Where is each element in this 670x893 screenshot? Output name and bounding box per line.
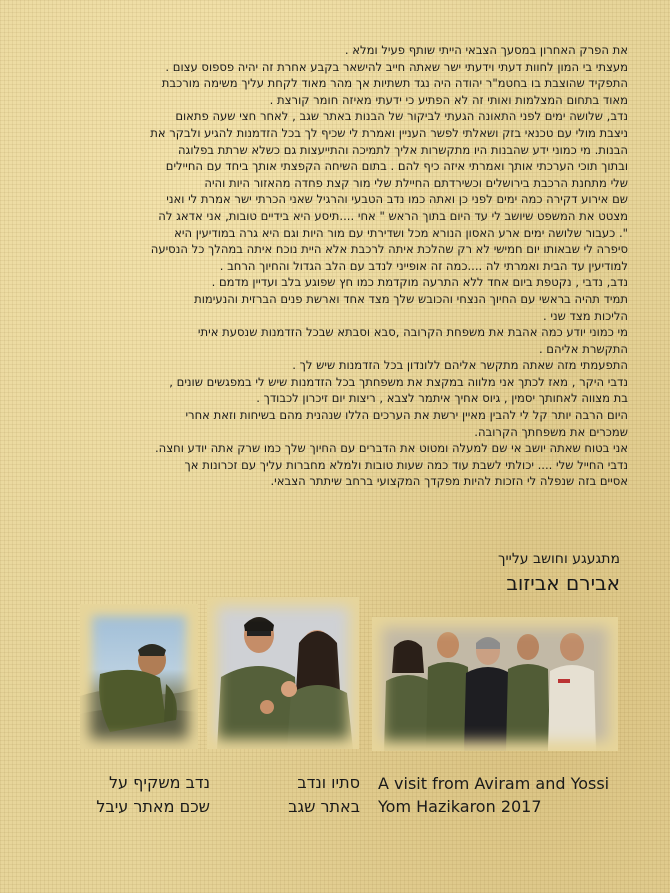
letter-line: אני בטוח שאתה יושב אי שם למעלה ומטוט את הדברים עם החיוך שלך כמו שרק אתה יודע וחצה. <box>155 441 628 456</box>
letter-line: נדב, שלושה ימים לפני התאונה הגעתי לביקור של הבנות באתר שגב , לאחר חצי שעה פתאום <box>175 109 628 124</box>
letter-line: בת מצווה לאחותך יסמין , גיוס אחיך איתמר לצבא , ריצות יום זיכרון לכבודך . <box>256 391 628 406</box>
letter-line: התפעמתי מזה שאתה מתקשר אליהם ללונדון בכל הזדמנות שיש לך . <box>292 358 628 373</box>
caption-left <box>70 772 210 818</box>
caption-line: סתיו ונדב <box>297 773 360 792</box>
letter-line: מי כמוני יודע כמה אהבת את משפחת הקרובה ,סבא וסבתא שבכל הזדמנות שנסעת איתי <box>197 325 628 340</box>
signature-name: אבירם אביזוב <box>506 571 620 595</box>
letter-line: סיפרה לי שבאותו יום חמישי לא רק שהלכת איתה לרכבת אלא היית נוכח איתה במהלך כל הנסיעה <box>150 242 628 257</box>
letter-line: התקשרת אליהם . <box>538 341 628 356</box>
letter-line: היום הרבה יותר קל לי להבין מאיין ירשת את הערכים הללו שנהנית מהם בשיחות וזאת אחרי <box>185 408 628 423</box>
caption-line: שכם מאתר עיבל <box>96 797 210 816</box>
caption-line: באתר שגב <box>288 797 360 816</box>
letter-line: ". כעבור שלושה ימים ארע האסון הנורא מכל ושדירתי עם מור היות וגם היא גרה במודיעין היא <box>174 225 628 240</box>
letter-line: הבנות. מי כמוני ידע שהבנות היו מתקשרות אליך לתמיכה והתייעצות גם כשלא שרתת בפלוגה <box>177 142 628 157</box>
signoff <box>320 550 620 596</box>
letter-line: שלי מתחנת הרכבת בירושלים וכשירדתם החיילת שלי מור קצת פחדה מהאזור היות והיה <box>204 175 628 190</box>
letter-line: למודיעין עד הבית ואמרתי לה ....כמה זה אופייני לנדב עם הלב הגדול והחיוך הרחב . <box>219 258 628 273</box>
letter-line: אסיים בזה שנפלה לי הזכות להיות מפקדך המקצועי ברחב שיתתר הצבאי. <box>270 474 628 489</box>
letter-line: ניצבת מולי עם טכנאי בזק ושאלתי לפשר העניין ואמרת לי שכיף לך בכל הזדמנות להגיע ולבקר את <box>150 125 628 140</box>
photo-stav-and-nadav <box>207 597 359 749</box>
photo-nadav-overlook-illustration <box>80 604 198 749</box>
letter-line: מאוד בתחום המצלמות ואותי זה לא הפתיע כי ידעתי מאיזה חומר קורצת . <box>269 92 628 107</box>
letter-line: הליכות מצד שני . <box>543 308 628 323</box>
letter-line: ובתוך תוכי הערכתי אותך ואמרתי איזה כיף להם . בתום השיחה הקפצתי אותך ביחד עם החיילים <box>165 159 628 174</box>
letter-line: נדבי היקר , מאז לכתך אני מלווה במקצת את משפחתך בכל הזדמנות שיש לי במפגשים שונים , <box>169 374 628 389</box>
letter-line: שם אירוע דקירה כמה ימים לפני כן ואתה כמו נדב הטבעי והרגיל שאני הכרתי ישר אמרת לי ואני <box>166 192 628 207</box>
letter-line: נדב, נדבי , נקטפת ביום אחד ללא התרעה מוקדמת כמו חץ שפוגע בלב ועדיין מדמם . <box>211 275 628 290</box>
photo-group-visit <box>372 617 618 751</box>
caption-middle <box>228 772 360 818</box>
letter-line: את הפרק האחרון במסעך הצבאי הייתי שותף פעיל ומלא . <box>344 43 628 57</box>
photo-stav-and-nadav-illustration <box>207 597 359 749</box>
caption-line: Yom Hazikaron 2017 <box>378 797 542 816</box>
photo-group-visit-illustration <box>372 617 618 751</box>
signoff-line: מתגעגע וחושב עלייך <box>498 551 620 567</box>
caption-right <box>378 772 609 818</box>
caption-line: נדב משקיף על <box>108 773 210 792</box>
letter-line: מעצתי בי המון לחוות דעתי וידעתי ישר שאתה חייב להישאר בקבע אחרת זה יהיה פספוס עצום . <box>165 59 628 74</box>
letter-line: התפקיד שהוצבת בו בחטמ"ר יהודה היה נגד תשתיות אך מהר מאוד לקחת עליך משימה מורכבת <box>161 76 628 91</box>
photo-nadav-overlook <box>80 604 198 749</box>
letter-line: תמיד תהיה בראשי עם החיוך הנצחי והכובש שלך מצד אחד וארשת פנים הברזית והנעימות <box>194 291 628 306</box>
letter-line: מצטט את המשפט שיושב לי עד היום בתוך הראש " אחי ....תיסע היא בידיים טובות, אני אדאג לה <box>158 208 628 223</box>
letter-line: נדבי החייל שלי .... יכולתי לשבת עוד כמה שעות טובות ולמלא מחברות עליך עם זכרונות אך <box>184 457 628 472</box>
caption-line: A visit from Aviram and Yossi <box>378 774 610 793</box>
letter-body <box>56 42 628 490</box>
letter-line: שמכרים את משפחתך הקרובה. <box>474 424 628 439</box>
